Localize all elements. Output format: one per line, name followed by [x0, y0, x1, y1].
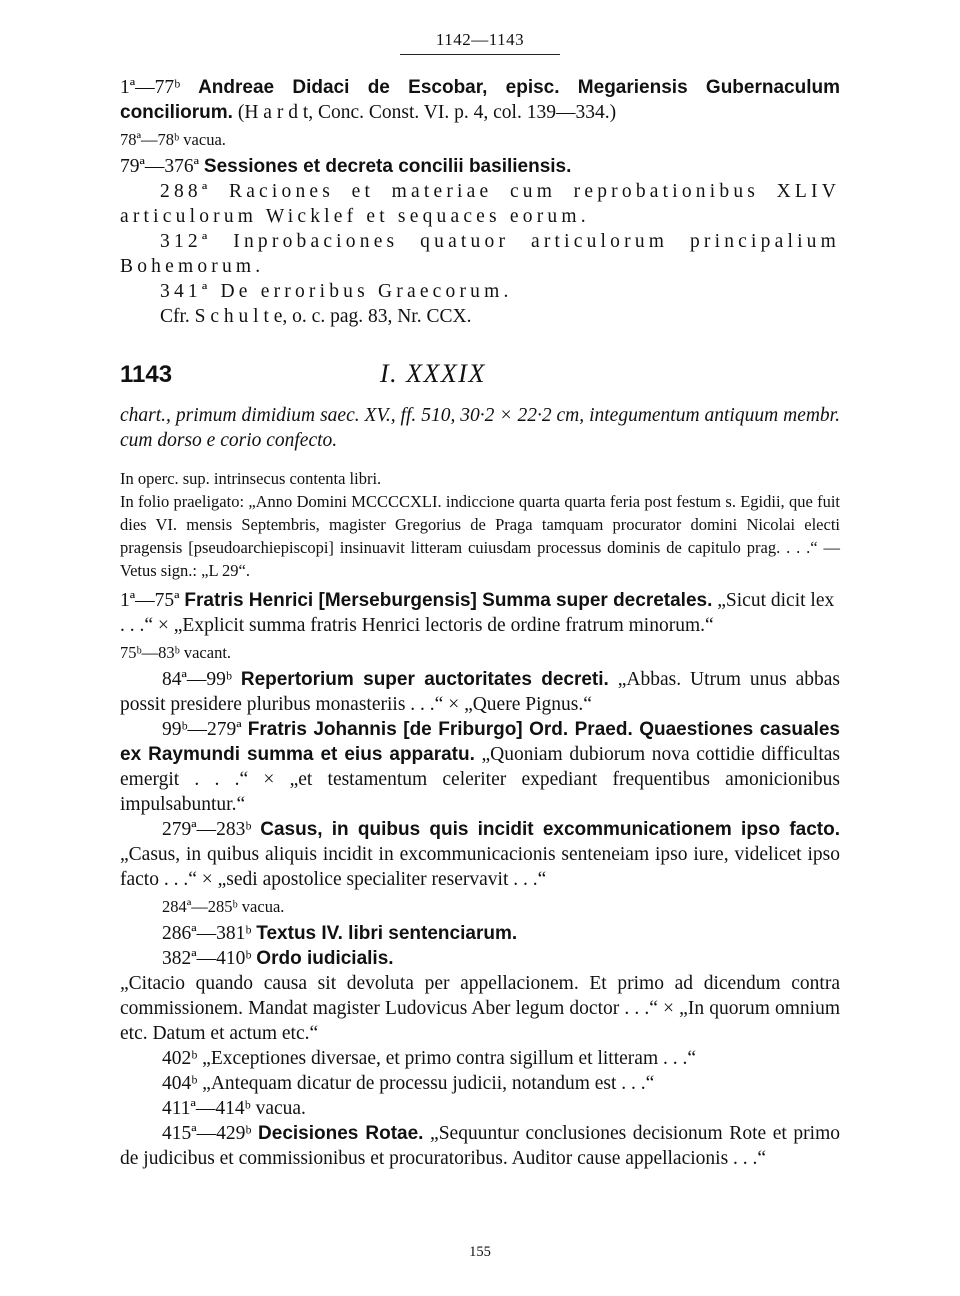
content-line — [120, 154, 840, 179]
content-line — [120, 921, 840, 946]
work-title: Fratris Henrici [Merseburgensis] Summa super decretales. — [184, 590, 713, 611]
folio-range: 411ª—414ᵇ — [162, 1098, 251, 1119]
incipit-explicit: „Abbas. Utrum unus abbas possit presidere pluribus monasteriis . . .“ × „Quere Pignus.“ — [120, 669, 840, 715]
folio-range: 404ᵇ — [162, 1073, 198, 1094]
folio-range: 415ª—429ᵇ — [162, 1123, 252, 1144]
incipit-text: „Exceptiones diversae, et primo contra sigillum et litteram . . .“ — [202, 1048, 697, 1069]
content-line — [120, 946, 840, 971]
folio-range: 402ᵇ — [162, 1048, 198, 1069]
incipit-explicit: „Sicut dicit lex . . .“ × „Explicit summa fratris Henrici lectoris de ordine fratrum minorum.“ — [120, 590, 835, 636]
note-text: vacua. — [241, 897, 285, 916]
page-number: 155 — [469, 1244, 491, 1260]
note-text: vacant. — [183, 643, 232, 662]
entry-number: 1143 — [120, 361, 173, 388]
physical-description: chart., primum dimidium saec. XV., ff. 510, 30·2 × 22·2 cm, integumentum antiquum membr. cum dorso e corio confecto. — [120, 405, 840, 451]
incipit-explicit: „Casus, in quibus aliquis incidit in excommunicacionis senteneiam ipso iure, videlicet ipso facto . . .“ × „sedi apostolice specialiter reservavit . . .“ — [120, 844, 840, 890]
folio-range: 75ᵇ—83ᵇ — [120, 643, 180, 662]
folio-range: 382ª—410ᵇ — [162, 948, 252, 969]
work-text: De erroribus Graecorum. — [220, 281, 513, 302]
entry-signature: I. XXXIX — [380, 359, 486, 388]
folio-range: 1ª—75ª — [120, 590, 180, 611]
content-line — [120, 1046, 840, 1071]
folio-range: 288ª — [160, 181, 212, 202]
content-line — [120, 641, 840, 664]
incipit-paragraph: „Citacio quando causa sit devoluta per appellacionem. Et primo ad dicendum contra commissionem. Mandat magister Ludovicus Aber legum doctor . . .“ × „In quorum omnium etc. Datum et actum etc.“ — [120, 973, 840, 1044]
content-line — [120, 279, 840, 304]
folio-range: 84ª—99ᵇ — [162, 669, 232, 690]
incipit-text: „Antequam dicatur de processu judicii, notandum est . . .“ — [202, 1073, 655, 1094]
entry-header — [120, 359, 840, 389]
folio-range: 1ª—77ᵇ — [120, 77, 181, 98]
folio-range: 341ª — [160, 281, 212, 302]
content-line — [120, 128, 840, 151]
work-title: Sessiones et decreta concilii basiliensis. — [203, 156, 572, 177]
content-line — [120, 667, 840, 717]
incipit-explicit: „Quoniam dubiorum nova cottidie difficultas emergit . . .“ × „et testamentum celeriter expediant frequentibus amonicionibus impulsabuntur.“ — [120, 744, 840, 815]
note-paragraph: In folio praeligato: „Anno Domini MCCCCXLI. indiccione quarta quarta feria post festum s. Egidii, que fuit dies VI. mensis Septembris, magister Gregorius de Praga tamquam procurator domini Nicolai electi pragensis [pseudoarchiepiscopi] insinuavit litteram cuiusdam processus dominis de capitulo prag. . . .“ — Vetus sign.: „L 29“. — [120, 492, 840, 580]
reference: (H a r d t, Conc. Const. VI. p. 4, col. 139—334.) — [237, 102, 617, 123]
reference-line: Cfr. S c h u l t e, o. c. pag. 83, Nr. CCX. — [160, 306, 472, 327]
running-head-rule — [400, 54, 560, 55]
content-line — [120, 1096, 840, 1121]
content-line — [120, 817, 840, 892]
work-text: Inprobaciones quatuor articulorum principalium Bohemorum. — [120, 231, 841, 277]
content-line — [120, 179, 840, 229]
work-text: Raciones et materiae cum reprobationibus XLIV articulorum Wicklef et sequaces eorum. — [120, 181, 840, 227]
work-title: Ordo iudicialis. — [256, 948, 394, 969]
work-title: Textus IV. libri sentenciarum. — [256, 923, 518, 944]
folio-range: 312ª — [160, 231, 212, 252]
folio-range: 279ª—283ᵇ — [162, 819, 252, 840]
folio-range: 78ª—78ᵇ — [120, 130, 180, 149]
work-title: Repertorium super auctoritates decreti. — [240, 669, 609, 690]
folio-range: 284ª—285ᵇ — [162, 897, 238, 916]
content-line — [120, 1121, 840, 1171]
content-line — [120, 895, 840, 918]
incipit-text: „Sequuntur conclusiones decisionum Rote et primo de judicibus et commissionibus et procuratoribus. Auditor cause appellacionis . . .“ — [120, 1123, 841, 1169]
running-head: 1142—1143 — [435, 30, 525, 49]
work-title: Decisiones Rotae. — [258, 1123, 424, 1144]
folio-range: 79ª—376ª — [120, 156, 200, 177]
document-page — [120, 30, 840, 1171]
note-text: vacua. — [255, 1098, 306, 1119]
work-title: Casus, in quibus quis incidit excommunicationem ipso facto. — [260, 819, 840, 840]
content-line — [120, 229, 840, 279]
content-line — [120, 75, 840, 125]
content-line — [120, 1071, 840, 1096]
work-title: Andreae Didaci de Escobar, episc. Megariensis Gubernaculum conciliorum. — [120, 77, 840, 123]
content-line — [120, 588, 840, 638]
folio-range: 99ᵇ—279ª — [162, 719, 242, 740]
work-title: Fratris Johannis [de Friburgo] Ord. Praed. Quaestiones casuales ex Raymundi summa et eius apparatu. — [120, 719, 840, 765]
note-text: vacua. — [183, 130, 226, 149]
note-line: In operc. sup. intrinsecus contenta libri. — [120, 469, 382, 488]
folio-range: 286ª—381ᵇ — [162, 923, 252, 944]
content-line — [120, 717, 840, 817]
